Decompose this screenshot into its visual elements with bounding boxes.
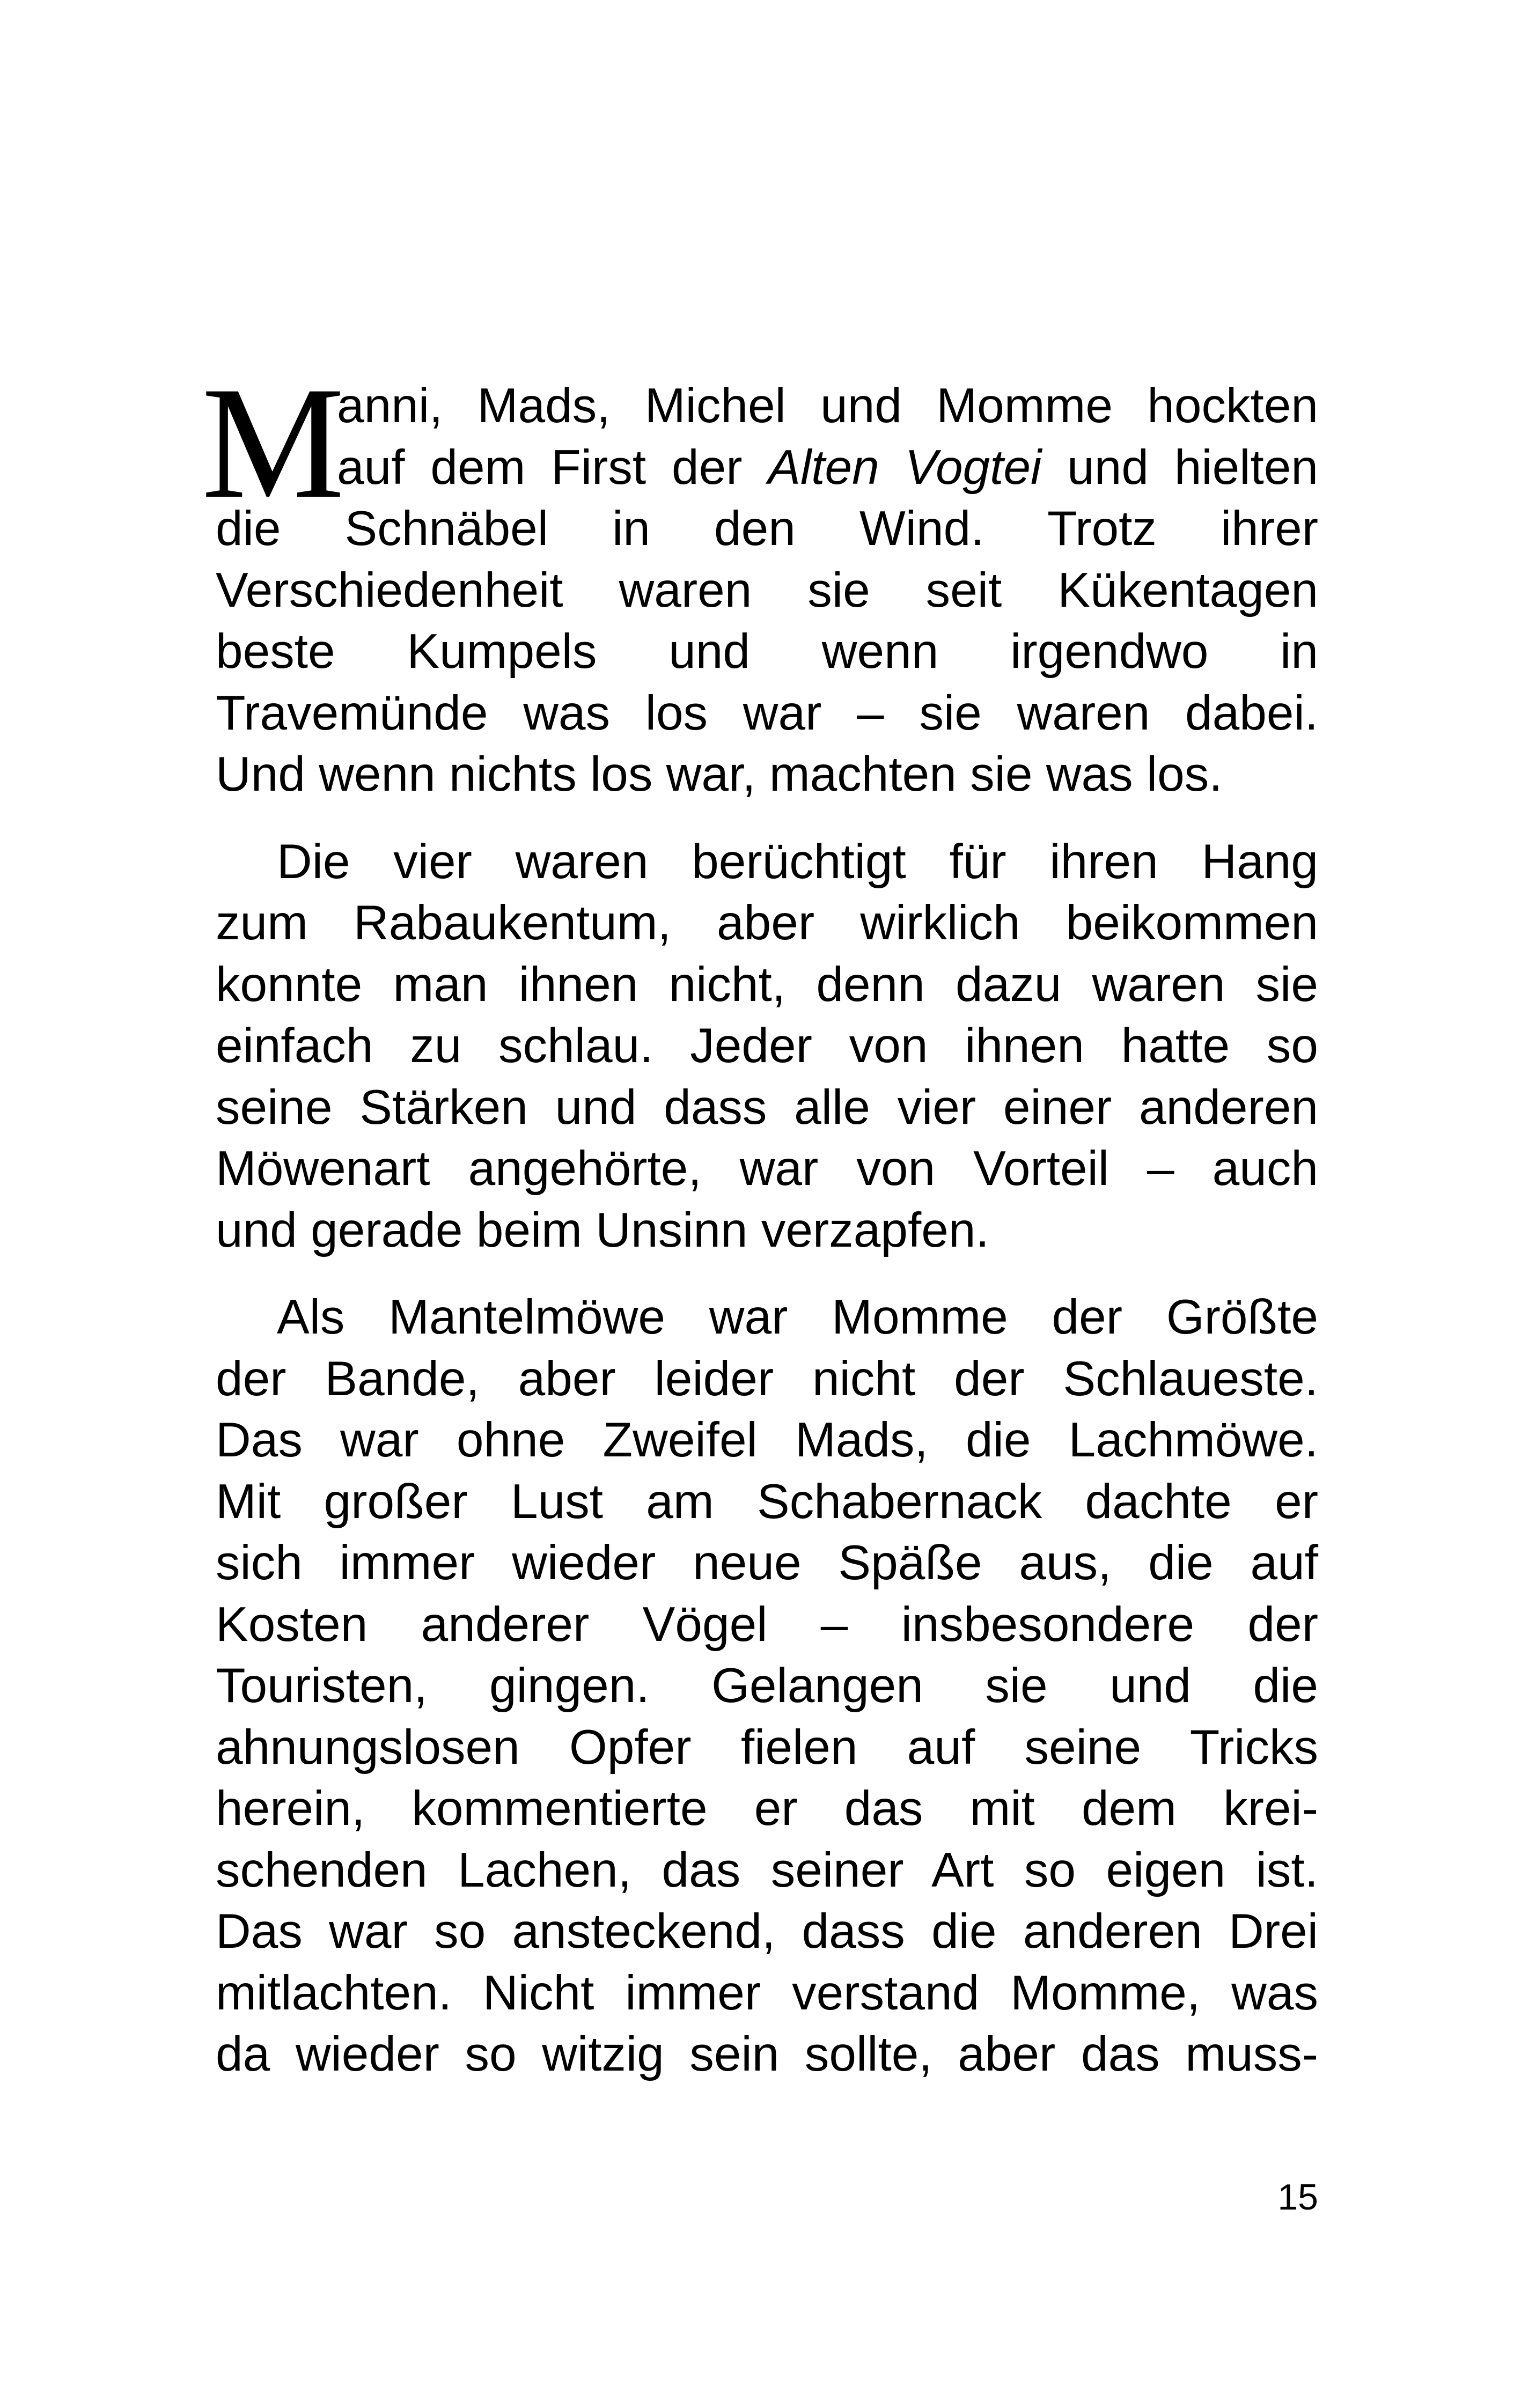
- text-line: da wieder so witzig sein sollte, aber das muss-: [216, 2027, 1318, 2081]
- text-line: Und wenn nichts los war, machten sie was los.: [216, 747, 1223, 801]
- text-line: Möwenart angehörte, war von Vorteil – auch: [216, 1142, 1318, 1196]
- text-line: Das war ohne Zweifel Mads, die Lachmöwe.: [216, 1413, 1318, 1467]
- text-line: die Schnäbel in den Wind. Trotz ihrer: [216, 502, 1318, 556]
- paragraph-2: [216, 831, 1318, 1262]
- text-line: mitlachten. Nicht immer verstand Momme, was: [216, 1965, 1318, 2020]
- page-text: [201, 354, 1318, 2086]
- text-line: beste Kumpels und wenn irgendwo in: [216, 624, 1318, 679]
- text-line: Travemünde was los war – sie waren dabei.: [216, 686, 1318, 740]
- paragraph-1: [201, 354, 1318, 806]
- text-line: konnte man ihnen nicht, denn dazu waren sie: [216, 957, 1318, 1012]
- text-line: Touristen, gingen. Gelangen sie und die: [216, 1659, 1318, 1713]
- text-line: schenden Lachen, das seiner Art so eigen ist.: [216, 1843, 1318, 1897]
- italic-title: Alten Vogtei: [768, 440, 1042, 495]
- text-line: Als Mantelmöwe war Momme der Größte: [277, 1290, 1318, 1344]
- text-line: sich immer wieder neue Späße aus, die auf: [216, 1536, 1318, 1590]
- text-line: Das war so ansteckend, dass die anderen Drei: [216, 1904, 1318, 1958]
- text-line: Mit großer Lust am Schabernack dachte er: [216, 1474, 1318, 1529]
- text-line: ahnungslosen Opfer fielen auf seine Tricks: [216, 1720, 1318, 1774]
- text-line: herein, kommentierte er das mit dem krei-: [216, 1781, 1318, 1836]
- dropcap-letter: [201, 354, 345, 532]
- text-line: einfach zu schlau. Jeder von ihnen hatte so: [216, 1019, 1318, 1073]
- paragraph-3: [216, 1287, 1318, 2086]
- text-line: Verschiedenheit waren sie seit Kükentagen: [216, 563, 1318, 617]
- text-line: zum Rabaukentum, aber wirklich beikommen: [216, 896, 1318, 950]
- text-line: und gerade beim Unsinn verzapfen.: [216, 1203, 989, 1257]
- text-line: Die vier waren berüchtigt für ihren Hang: [277, 834, 1318, 889]
- text-line: der Bande, aber leider nicht der Schlaueste.: [216, 1351, 1318, 1406]
- text-line: seine Stärken und dass alle vier einer anderen: [216, 1080, 1318, 1135]
- page-number: 15: [1277, 2177, 1318, 2218]
- text-line: Kosten anderer Vögel – insbesondere der: [216, 1597, 1318, 1652]
- text-line: auf dem First der Alten Vogtei und hielten: [337, 440, 1318, 495]
- svg-text:M: M: [201, 354, 345, 532]
- text-line: anni, Mads, Michel und Momme hockten: [337, 379, 1318, 433]
